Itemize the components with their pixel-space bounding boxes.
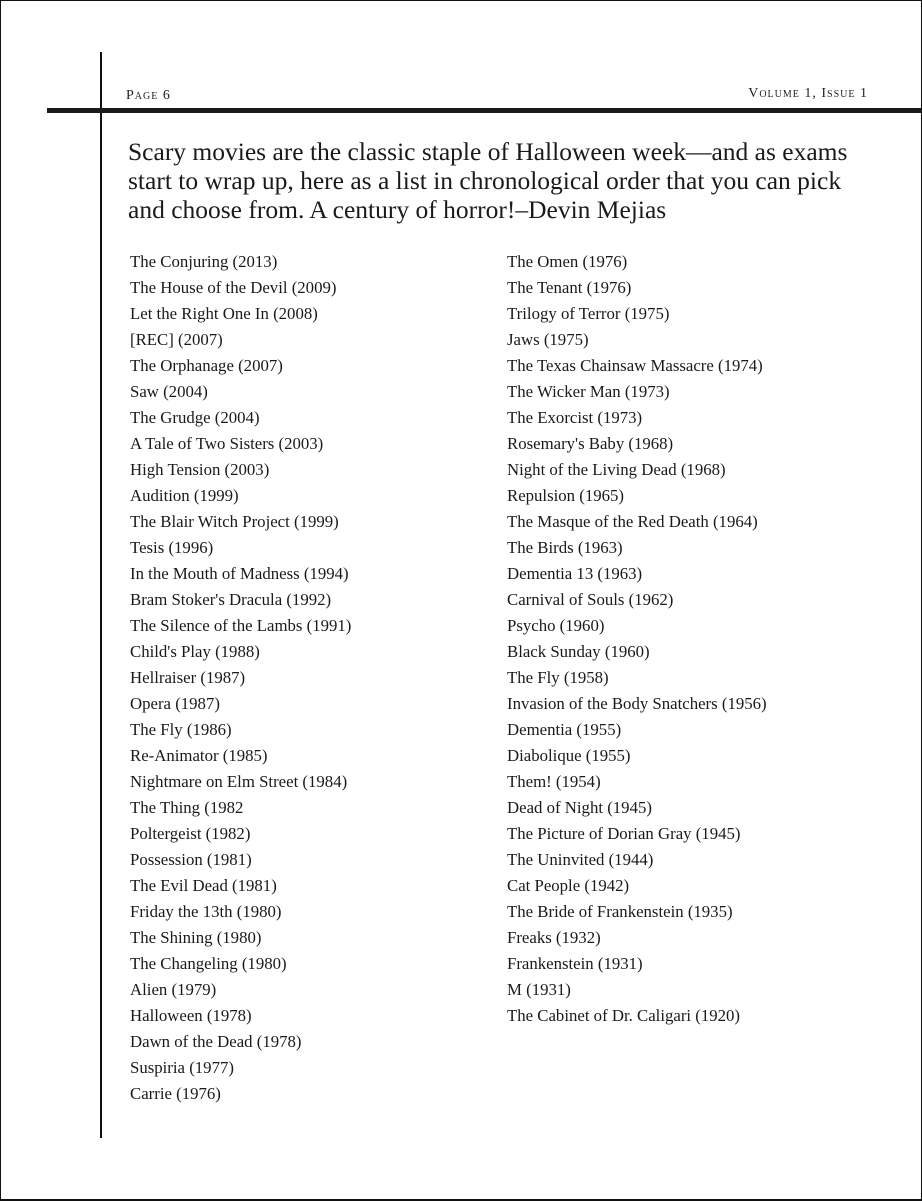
movie-list-left [130,252,470,1110]
movie-list-item: Carnival of Souls (1962) [507,590,674,609]
movie-list-item: Hellraiser (1987) [130,668,246,687]
movie-list-item: Psycho (1960) [507,616,605,635]
movie-list-item: The Shining (1980) [130,928,262,947]
movie-list-item: Diabolique (1955) [507,746,631,765]
movie-list-item: Jaws (1975) [507,330,589,349]
header-rule [47,108,922,113]
movie-list-item: The Exorcist (1973) [507,408,643,427]
movie-list-item: The Blair Witch Project (1999) [130,512,339,531]
movie-list-item: Dead of Night (1945) [507,798,652,817]
movie-list-item: Halloween (1978) [130,1006,252,1025]
movie-list-item: In the Mouth of Madness (1994) [130,564,349,583]
movie-list-item: Opera (1987) [130,694,220,713]
movie-list-item: The Birds (1963) [507,538,623,557]
movie-list-item: M (1931) [507,980,571,999]
movie-list-item: The Uninvited (1944) [507,850,654,869]
movie-list-item: Black Sunday (1960) [507,642,650,661]
movie-list-item: The House of the Devil (2009) [130,278,337,297]
movie-list-item: The Wicker Man (1973) [507,382,670,401]
movie-list-item: The Silence of the Lambs (1991) [130,616,352,635]
movie-list-item: A Tale of Two Sisters (2003) [130,434,324,453]
movie-list-item: Cat People (1942) [507,876,630,895]
movie-list-item: The Conjuring (2013) [130,252,278,271]
movie-list-item: Repulsion (1965) [507,486,624,505]
movie-list-item: Friday the 13th (1980) [130,902,282,921]
movie-list-item: The Changeling (1980) [130,954,287,973]
movie-list-item: The Orphanage (2007) [130,356,283,375]
movie-list-item: Night of the Living Dead (1968) [507,460,726,479]
movie-list-item: The Evil Dead (1981) [130,876,277,895]
movie-list-item: Suspiria (1977) [130,1058,234,1077]
page-number: Page 6 [126,88,171,103]
movie-list-item: Dawn of the Dead (1978) [130,1032,302,1051]
movie-list-item: The Omen (1976) [507,252,628,271]
movie-list-item: Freaks (1932) [507,928,601,947]
movie-list-item: Saw (2004) [130,382,208,401]
movie-list-right [507,252,787,1032]
movie-list-item: Dementia (1955) [507,720,622,739]
movie-list-item: The Bride of Frankenstein (1935) [507,902,733,921]
movie-list-item: Poltergeist (1982) [130,824,251,843]
movie-list-item: Let the Right One In (2008) [130,304,318,323]
movie-list-item: Alien (1979) [130,980,217,999]
movie-list-item: The Cabinet of Dr. Caligari (1920) [507,1006,741,1025]
movie-list-item: Child's Play (1988) [130,642,260,661]
movie-list-item: Rosemary's Baby (1968) [507,434,674,453]
movie-list-item: The Fly (1958) [507,668,609,687]
intro-paragraph: Scary movies are the classic staple of Halloween week—and as exams start to wrap up, here as a list in chronological order that you can pick and choose from. A century of horror!–Devin Mejias [128,137,848,224]
vertical-rule [100,52,102,1138]
movie-list-item: The Picture of Dorian Gray (1945) [507,824,741,843]
movie-list-item: [REC] (2007) [130,330,223,349]
movie-list-item: Dementia 13 (1963) [507,564,643,583]
movie-list-item: Possession (1981) [130,850,252,869]
movie-list-item: The Tenant (1976) [507,278,632,297]
movie-list-item: Re-Animator (1985) [130,746,268,765]
movie-list-item: The Grudge (2004) [130,408,260,427]
movie-list-item: The Thing (1982 [130,798,244,817]
movie-list-item: Frankenstein (1931) [507,954,643,973]
movie-list-item: Trilogy of Terror (1975) [507,304,670,323]
movie-list-item: High Tension (2003) [130,460,270,479]
movie-list-item: Nightmare on Elm Street (1984) [130,772,348,791]
movie-list-item: Carrie (1976) [130,1084,221,1103]
issue-label: Volume 1, Issue 1 [748,86,868,101]
movie-list-item: Audition (1999) [130,486,239,505]
movie-list-item: The Masque of the Red Death (1964) [507,512,758,531]
movie-list-item: The Texas Chainsaw Massacre (1974) [507,356,763,375]
movie-list-item: Tesis (1996) [130,538,214,557]
movie-list-item: Bram Stoker's Dracula (1992) [130,590,332,609]
movie-list-item: Them! (1954) [507,772,601,791]
movie-list-item: Invasion of the Body Snatchers (1956) [507,694,767,713]
movie-list-item: The Fly (1986) [130,720,232,739]
